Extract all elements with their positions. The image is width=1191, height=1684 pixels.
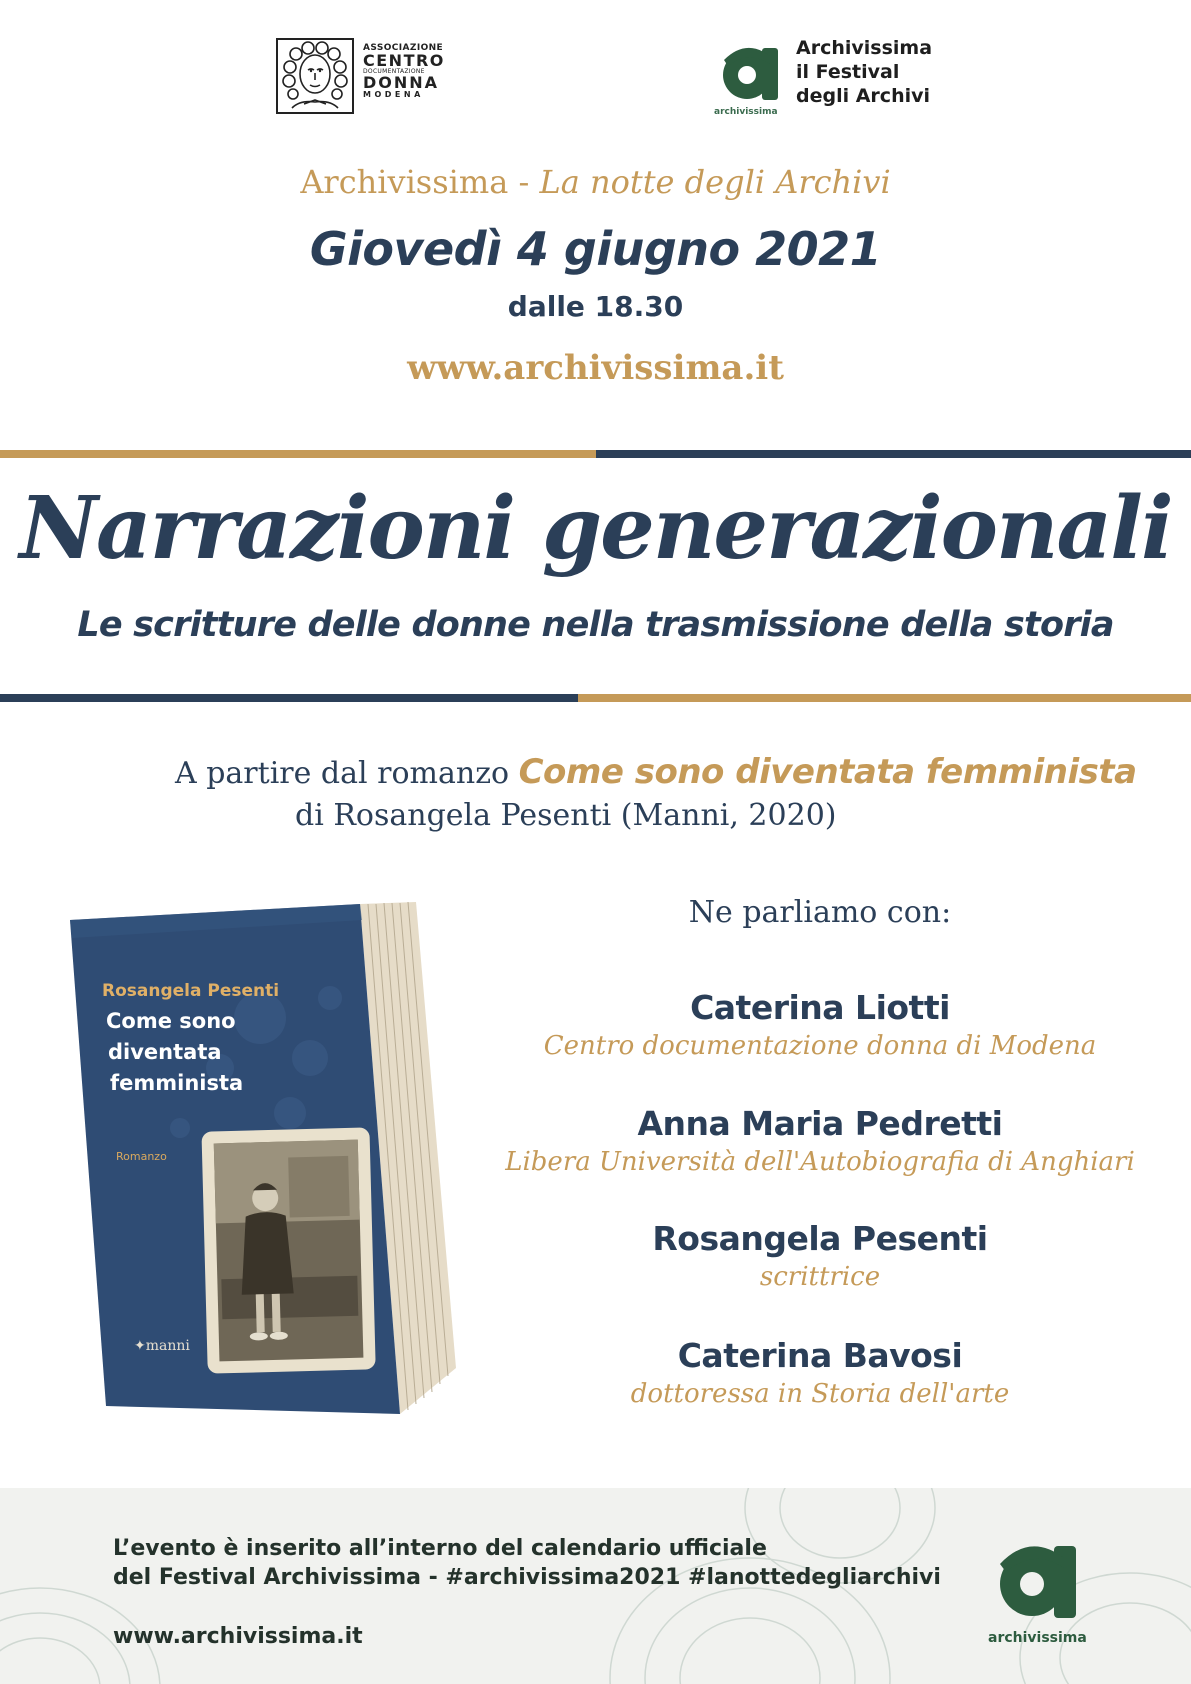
speaker-item: [470, 1219, 1170, 1292]
woman-face-emblem-icon: [276, 38, 354, 114]
event-name-italic: La notte degli Archivi: [539, 163, 891, 201]
intro-prefix: A partire dal romanzo: [175, 756, 519, 791]
footer-line1: L’evento è inserito all’interno del calendario ufficiale: [113, 1536, 767, 1561]
event-time: dalle 18.30: [507, 290, 684, 323]
speaker-name: Caterina Liotti: [690, 988, 950, 1027]
speaker-name: Caterina Bavosi: [677, 1336, 963, 1375]
cdd-line2: CENTRO: [363, 51, 445, 70]
footer-text: [113, 1534, 941, 1592]
intro-book-title: Come sono diventata femminista: [518, 752, 1137, 792]
cdd-logo-text: [363, 44, 445, 99]
event-name-plain: Archivissima -: [300, 163, 540, 201]
divider-bottom-gold: [578, 694, 1191, 702]
footer-logo-label: archivissima: [988, 1630, 1087, 1646]
archivissima-footer-logo-icon: [988, 1526, 1083, 1626]
cdd-line5: MODENA: [363, 90, 424, 99]
headline-title: Narrazioni generazionali: [19, 478, 1172, 579]
speaker-role: scrittrice: [759, 1262, 881, 1292]
cover-title-line3: femminista: [110, 1071, 244, 1095]
archivissima-wordmark: archivissima: [714, 107, 778, 117]
divider-top-gold: [0, 450, 596, 458]
book-cover-image: [70, 898, 460, 1418]
speaker-role: dottoressa in Storia dell'arte: [630, 1379, 1010, 1409]
intro-line1: [175, 752, 1137, 792]
speaker-item: [470, 1104, 1170, 1177]
footer: [0, 1488, 1191, 1684]
speaker-role: Libera Università dell'Autobiografia di Anghiari: [505, 1147, 1135, 1177]
cover-author: Rosangela Pesenti: [102, 981, 280, 1001]
cdd-line1: ASSOCIAZIONE: [363, 43, 444, 53]
headline-subtitle: Le scritture delle donne nella trasmissione della storia: [77, 605, 1114, 645]
cover-publisher: ✦manni: [134, 1338, 190, 1354]
cdd-line4: DONNA: [363, 73, 440, 92]
cover-title-line2: diventata: [108, 1040, 222, 1064]
archivissima-a-icon: [714, 36, 784, 106]
archivissima-logo: [712, 34, 942, 124]
intro-line2: di Rosangela Pesenti (Manni, 2020): [295, 798, 837, 833]
speaker-item: [470, 988, 1170, 1061]
event-name: [0, 163, 1191, 201]
arch-title-line3: degli Archivi: [796, 85, 931, 107]
speaker-role: Centro documentazione donna di Modena: [543, 1031, 1097, 1061]
divider-top-navy: [596, 450, 1191, 458]
event-url-link[interactable]: www.archivissima.it: [407, 348, 784, 388]
speaker-name: Anna Maria Pedretti: [637, 1104, 1003, 1143]
archivissima-title: [796, 36, 932, 108]
speaker-item: [470, 1336, 1170, 1409]
footer-url-link[interactable]: www.archivissima.it: [113, 1624, 363, 1649]
cdd-line3: DOCUMENTAZIONE: [363, 68, 425, 75]
footer-line2: del Festival Archivissima - #archivissima2021 #lanottedegliarchivi: [113, 1565, 941, 1590]
cover-title-line1: Come sono: [106, 1009, 236, 1033]
arch-title-line2: il Festival: [796, 61, 900, 83]
speaker-name: Rosangela Pesenti: [652, 1219, 988, 1258]
divider-bottom-navy: [0, 694, 578, 702]
speakers-heading: Ne parliamo con:: [688, 895, 952, 930]
arch-title-line1: Archivissima: [796, 37, 933, 59]
cdd-logo: [276, 38, 446, 118]
event-date: Giovedì 4 giugno 2021: [309, 222, 882, 276]
cover-genre: Romanzo: [116, 1150, 167, 1163]
